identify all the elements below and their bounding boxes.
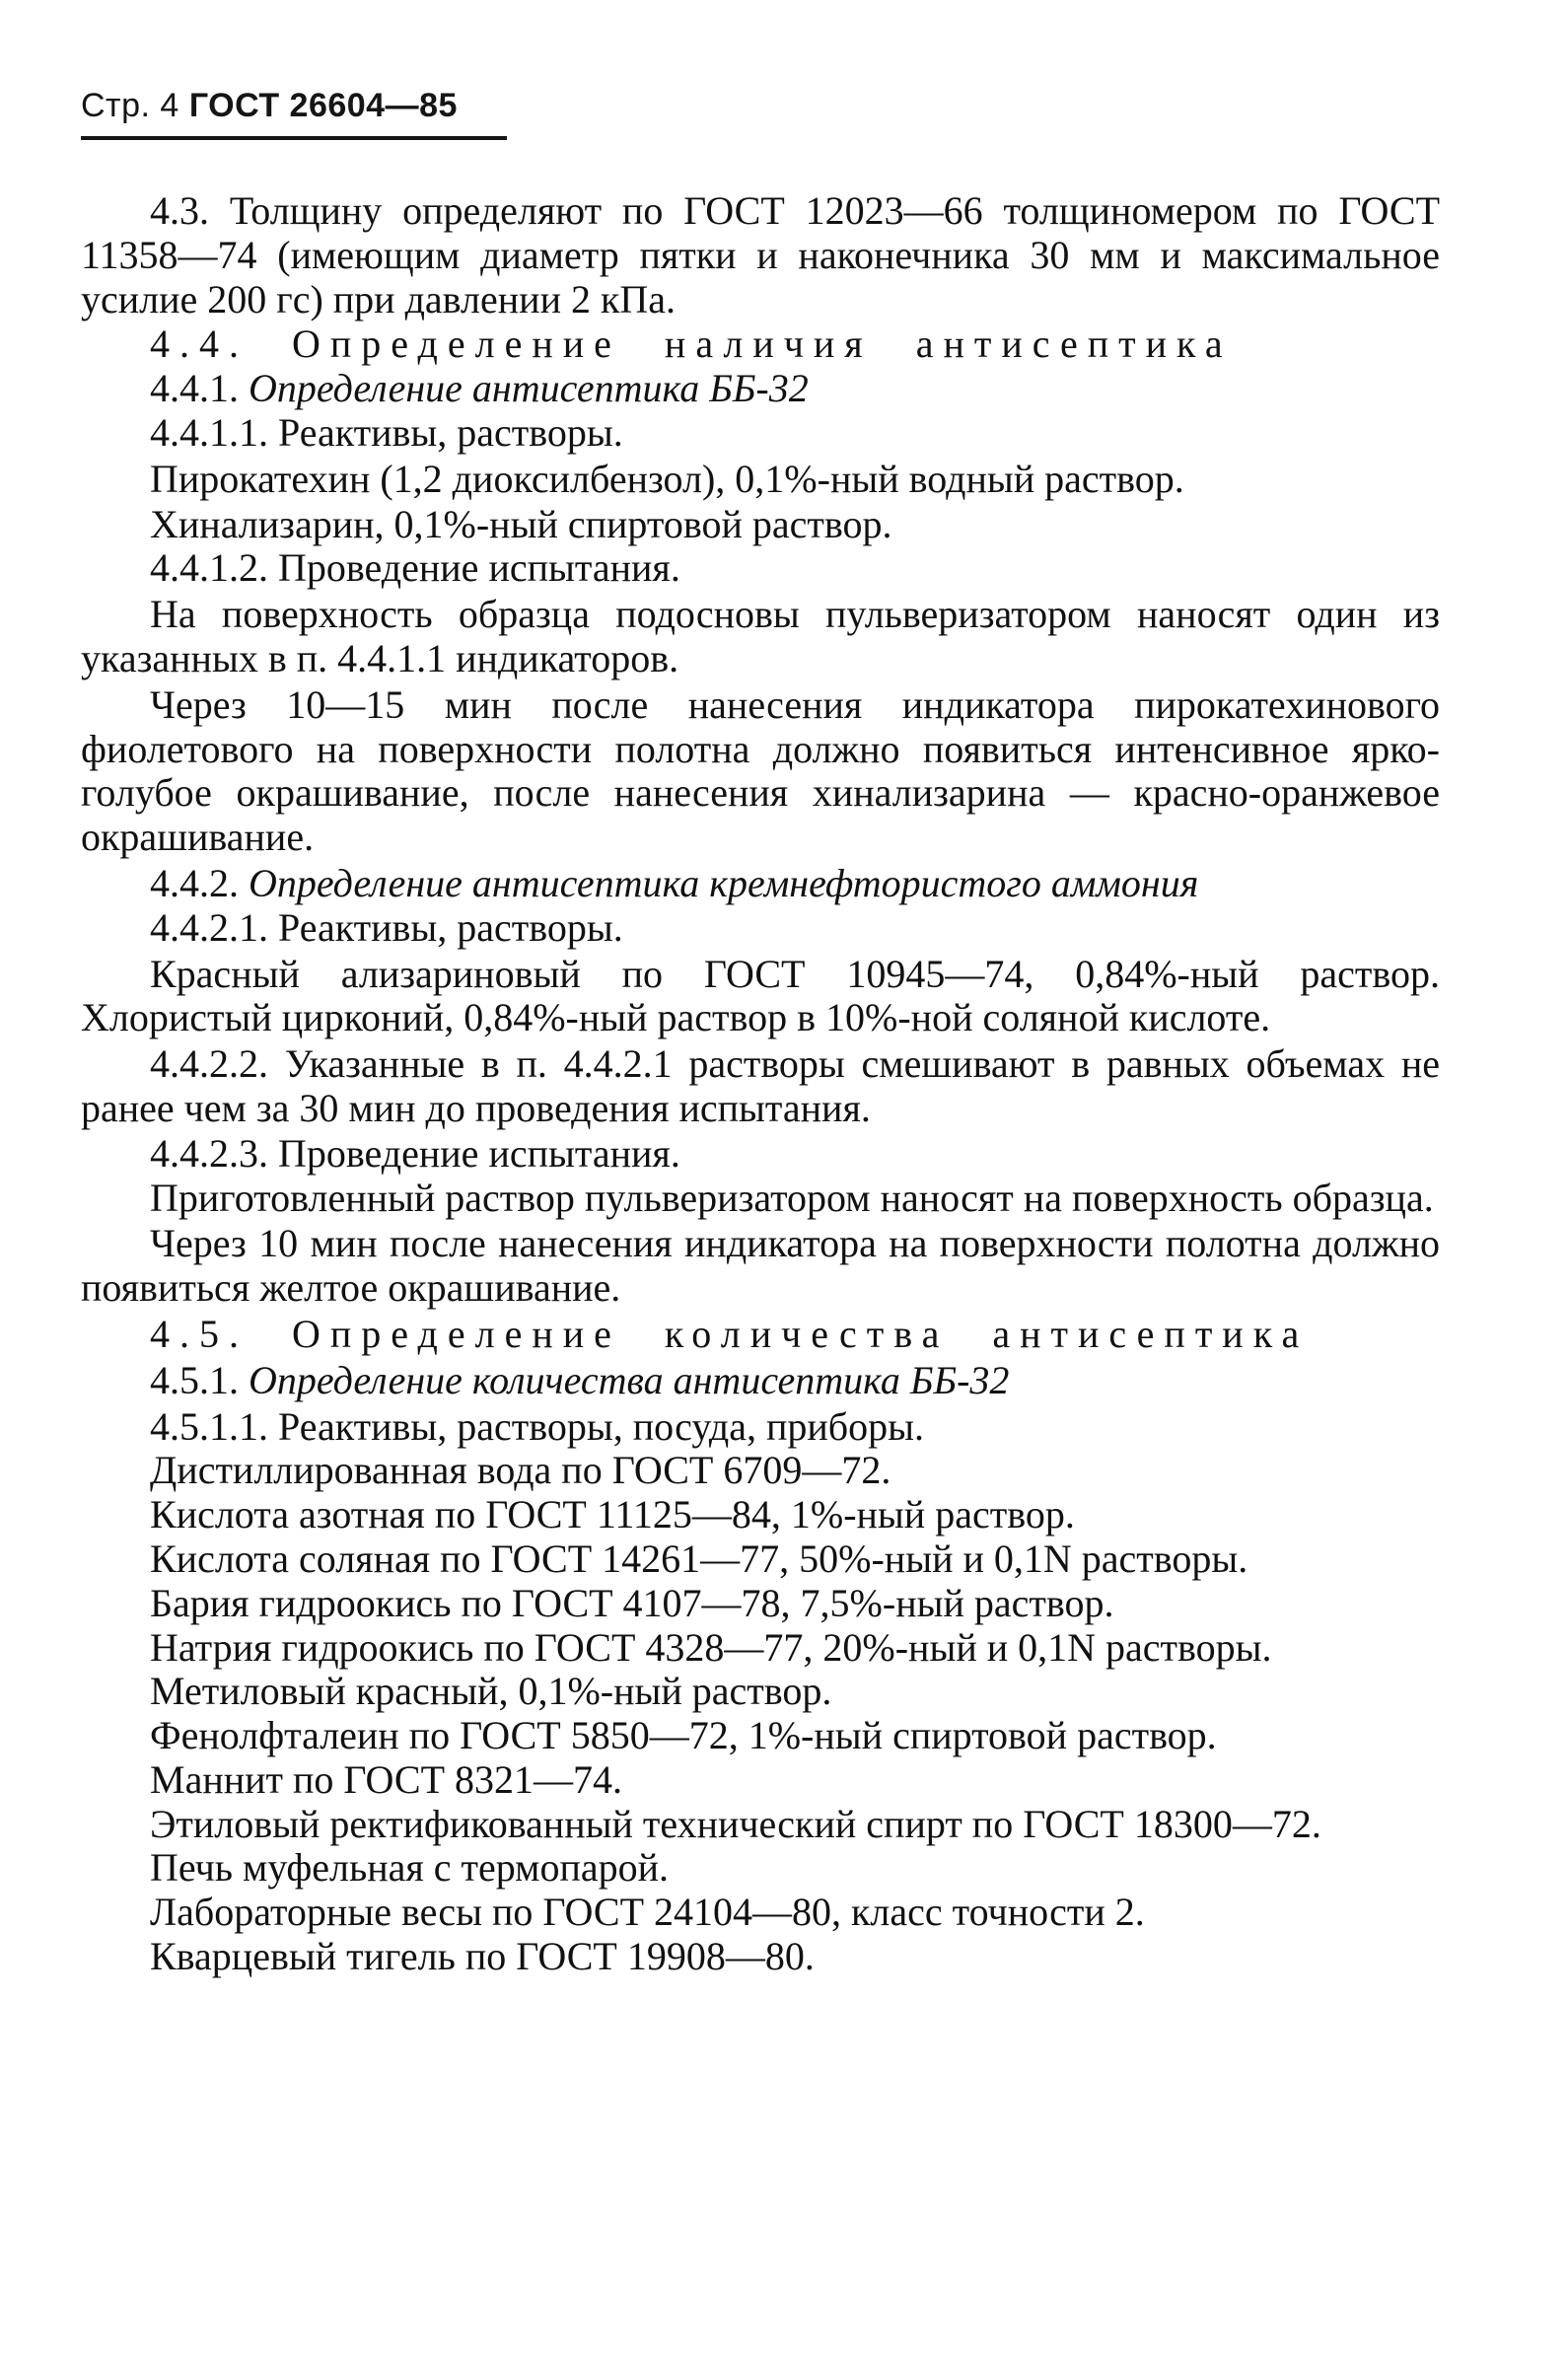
reagent-methyl-red: Метиловый красный, 0,1%-ный раствор. [150,1669,832,1714]
equipment-lab-scales: Лабораторные весы по ГОСТ 24104—80, класс точности 2. [150,1890,1145,1935]
reagent-phenolphthalein: Фенолфталеин по ГОСТ 5850—72, 1%-ный спиртовой раствор. [150,1713,1217,1758]
reagent-sodium-hydroxide: Натрия гидроокись по ГОСТ 4328—77, 20%-ный и 0,1N растворы. [150,1624,1272,1670]
paragraph-4-4-2-1: 4.4.2.1. Реактивы, растворы. [150,904,623,950]
paragraph-result-bb32: Через 10—15 мин после нанесения индикатора пирокатехинового фиолетового на поверхности полотна должно появиться интенсивное ярко-голубое окрашивание, после нанесения хинализарина — красно-оранжевое окрашивание. [81,681,1440,860]
paragraph-4-5-1-1: 4.5.1.1. Реактивы, растворы, посуда, приборы. [150,1403,924,1449]
subsection-heading-4-4-1 [81,367,1440,411]
paragraph-4-3: 4.3. Толщину определяют по ГОСТ 12023—66 толщиномером по ГОСТ 11358—74 (имеющим диаметр пятки и наконечника 30 мм и максимальное усилие 200 гс) при давлении 2 кПа. [81,188,1440,321]
paragraph-pyrocatechol: Пирокатехин (1,2 диоксилбензол), 0,1%-ный водный раствор. [150,456,1184,501]
page-number: Стр. 4 [81,87,179,124]
reagent-water: Дистиллированная вода по ГОСТ 6709—72. [150,1448,891,1493]
subsection-title: Определение антисептика кремнефтористого аммония [249,860,1199,905]
equipment-quartz-crucible: Кварцевый тигель по ГОСТ 19908—80. [150,1934,815,1979]
subsection-title: Определение антисептика ББ-32 [249,366,809,411]
reagent-hydrochloric-acid: Кислота соляная по ГОСТ 14261—77, 50%-ный и 0,1N растворы. [150,1536,1248,1581]
subsection-heading-4-4-2 [81,862,1440,906]
page-header [81,87,458,125]
reagent-ethyl-alcohol: Этиловый ректификованный технический спирт по ГОСТ 18300—72. [150,1801,1321,1846]
reagent-nitric-acid: Кислота азотная по ГОСТ 11125—84, 1%-ный раствор. [150,1492,1075,1537]
paragraph-apply-solution: Приготовленный раствор пульверизатором наносят на поверхность образца. [150,1175,1434,1220]
paragraph-4-4-2-3: 4.4.2.3. Проведение испытания. [150,1130,680,1176]
subsection-number: 4.4.2. [150,860,239,905]
section-heading-4-5: 4.5. Определение количества антисептика [150,1311,1310,1356]
subsection-number: 4.4.1. [150,366,239,411]
paragraph-4-4-1-1: 4.4.1.1. Реактивы, растворы. [150,409,623,455]
subsection-number: 4.5.1. [150,1357,239,1402]
section-heading-4-4: 4.4. Определение наличия антисептика [150,321,1233,367]
paragraph-4-4-1-2: 4.4.1.2. Проведение испытания. [150,545,680,591]
standard-code: ГОСТ 26604—85 [188,87,458,124]
paragraph-4-4-2-2: 4.4.2.2. Указанные в п. 4.4.2.1 растворы смешивают в равных объемах не ранее чем за 30 мин до проведения испытания. [81,1041,1440,1130]
paragraph-apply-indicator: На поверхность образца подосновы пульверизатором наносят один из указанных в п. 4.4.1.1 индикаторов. [81,592,1440,680]
paragraph-alizarin: Красный ализариновый по ГОСТ 10945—74, 0,84%-ный раствор. Хлористый цирконий, 0,84%-ный раствор в 10%-ной соляной кислоте. [81,951,1440,1040]
header-rule [81,136,507,140]
subsection-title: Определение количества антисептика ББ-32 [249,1357,1010,1402]
reagent-mannitol: Маннит по ГОСТ 8321—74. [150,1756,623,1802]
paragraph-quinalizarin: Хинализарин, 0,1%-ный спиртовой раствор. [150,501,892,546]
equipment-muffle-furnace: Печь муфельная с термопарой. [150,1845,670,1891]
document-body [81,189,1440,1979]
subsection-heading-4-5-1 [81,1359,1440,1403]
paragraph-result-yellow: Через 10 мин после нанесения индикатора на поверхности полотна должно появиться желтое окрашивание. [81,1221,1440,1311]
reagent-barium-hydroxide: Бария гидроокись по ГОСТ 4107—78, 7,5%-ный раствор. [150,1580,1114,1625]
